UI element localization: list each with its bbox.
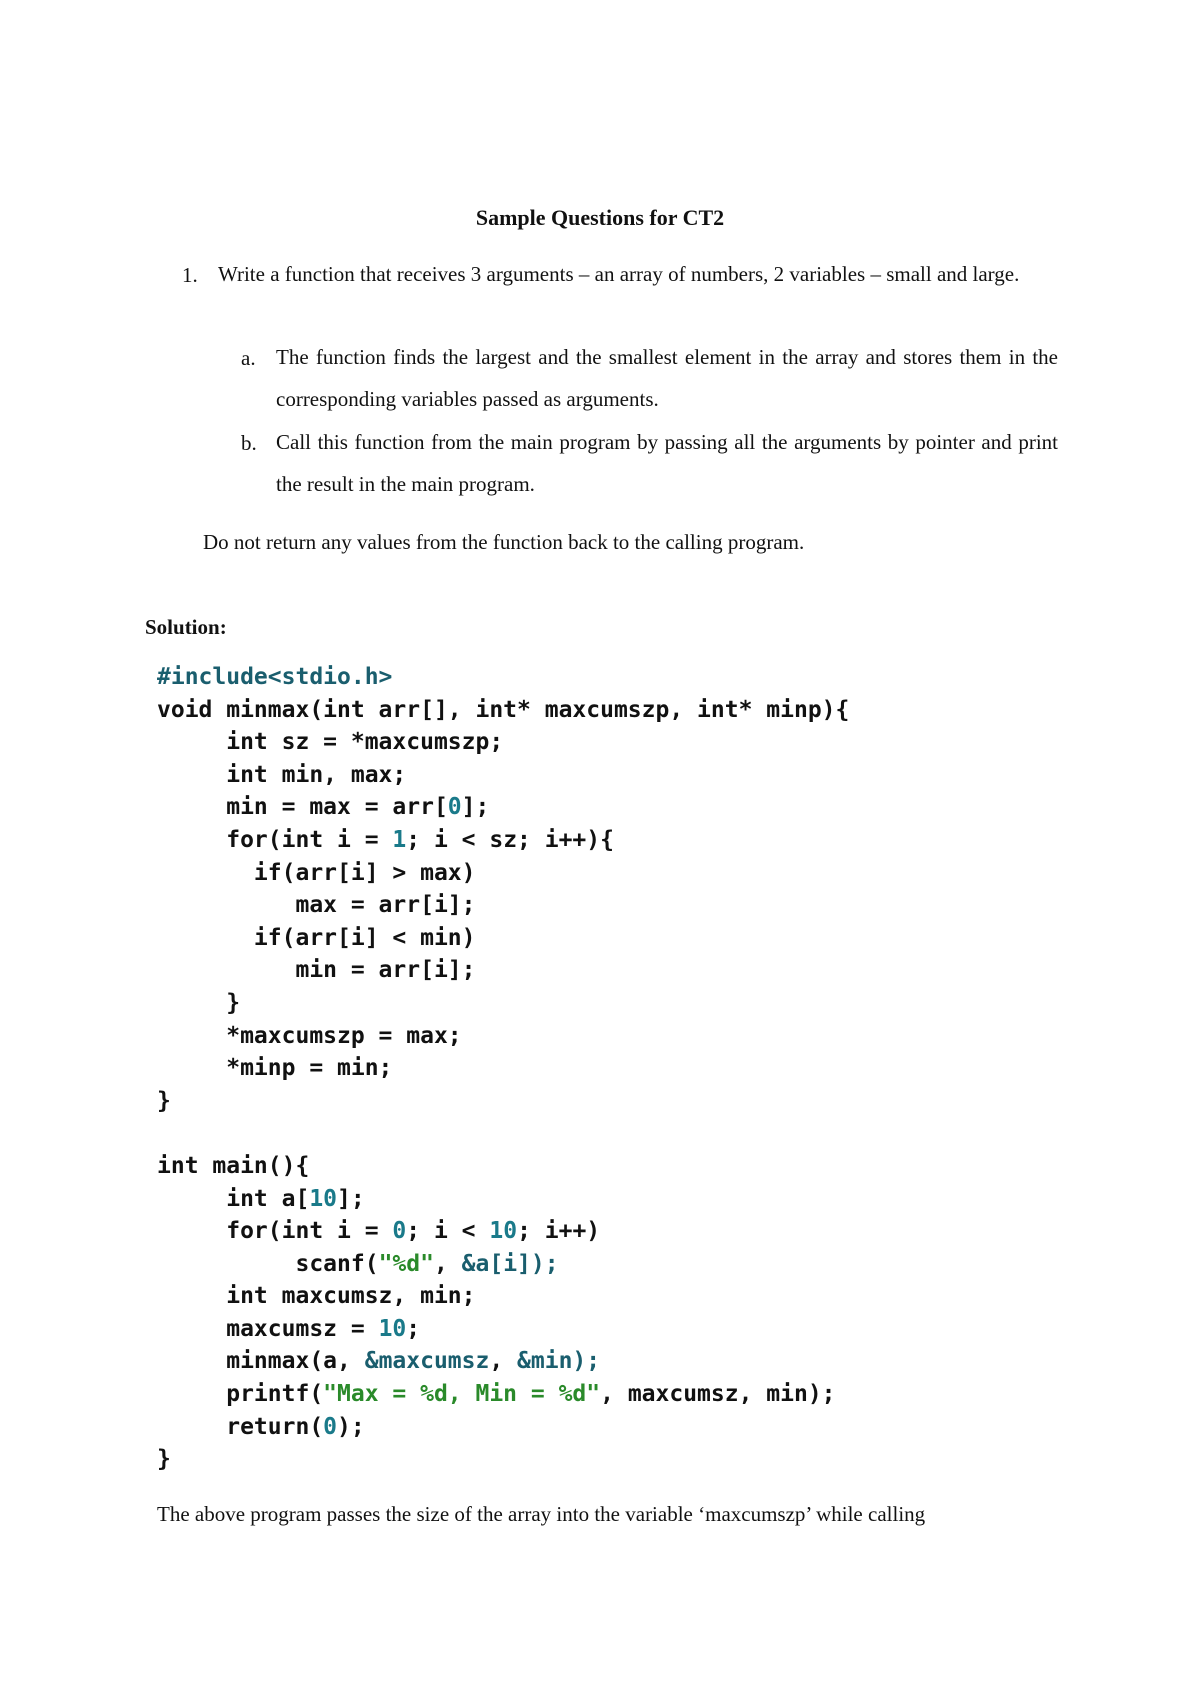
sub-item-label-a: a. [241,346,256,370]
sub-item-text-b: Call this function from the main program by passing all the arguments by pointer and print the result in the main program. [276,430,1058,496]
code-line: printf("Max = %d, Min = %d", maxcumsz, min); [157,1381,836,1408]
code-line: *maxcumszp = max; [157,1022,462,1049]
code-line: for(int i = 1; i < sz; i++){ [157,826,614,853]
code-line: int a[10]; [157,1185,365,1212]
code-line: int min, max; [157,761,407,788]
solution-label: Solution: [145,615,227,639]
code-line: int maxcumsz, min; [157,1283,476,1310]
sub-item-label-b: b. [241,431,257,455]
code-line: scanf("%d", &a[i]); [157,1250,559,1277]
code-line: for(int i = 0; i < 10; i++) [157,1218,601,1245]
code-line: maxcumsz = 10; [157,1315,421,1342]
sub-item-text-a: The function finds the largest and the smallest element in the array and stores them in the corresponding variables passed as arguments. [276,345,1058,411]
question-text: Write a function that receives 3 arguments – an array of numbers, 2 variables – small and large. [218,262,1020,286]
code-line: } [157,989,241,1016]
code-line: #include<stdio.h> [157,664,393,690]
code-line: } [157,1087,171,1114]
code-line: if(arr[i] > max) [157,859,476,886]
code-line: } [157,1446,171,1473]
code-line: max = arr[i]; [157,892,476,919]
code-line: void minmax(int arr[], int* maxcumszp, int* minp){ [157,696,850,723]
code-block [157,661,849,1476]
code-line: if(arr[i] < min) [157,924,476,951]
code-line: *minp = min; [157,1055,393,1082]
code-line: int main(){ [157,1152,310,1179]
code-line: min = max = arr[0]; [157,794,490,821]
code-line: minmax(a, &maxcumsz, &min); [157,1348,601,1375]
question-note: Do not return any values from the function back to the calling program. [203,530,805,554]
code-line: return(0); [157,1413,365,1440]
code-line: int sz = *maxcumszp; [157,729,504,756]
code-line: min = arr[i]; [157,957,476,984]
page-title: Sample Questions for CT2 [475,205,725,230]
code-line [157,1117,849,1150]
question-number: 1. [182,263,198,287]
footer-text: The above program passes the size of the array into the variable ‘maxcumszp’ while calling [157,1502,926,1526]
